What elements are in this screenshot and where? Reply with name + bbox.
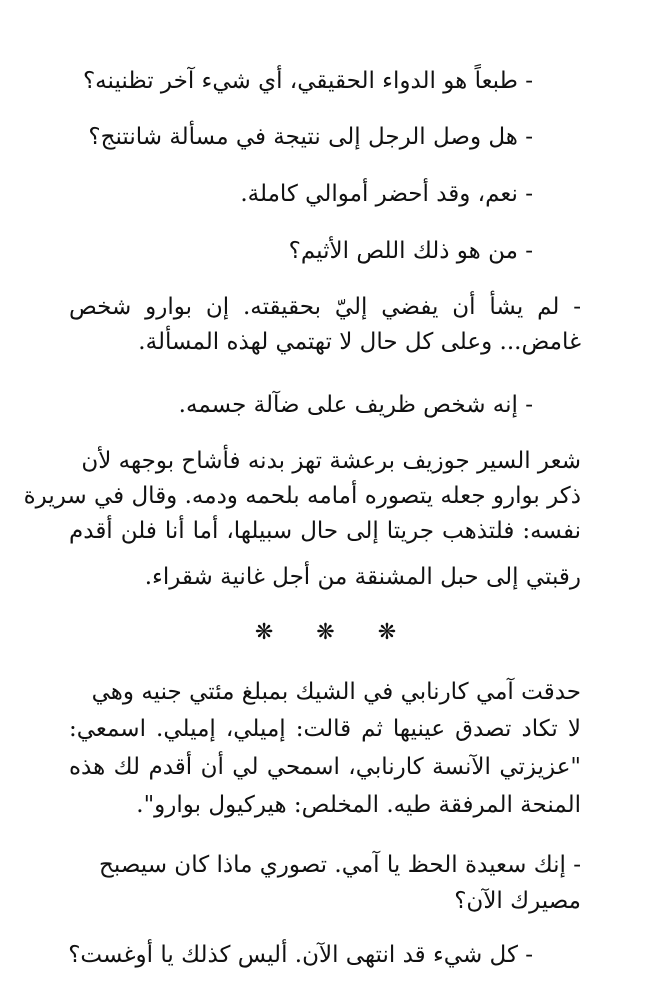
dialogue-line-1: - طبعاً هو الدواء الحقيقي، أي شيء آخر تظنينه؟ xyxy=(82,68,533,94)
last-dialogue-line: - كل شيء قد انتهى الآن. أليس كذلك يا أوغست؟ xyxy=(68,942,533,968)
dialogue-line-4: - من هو ذلك اللص الأثيم؟ xyxy=(288,238,533,264)
amy-paragraph-line-3: "عزيزتي الآنسة كارنابي، اسمحي لي أن أقدم لك هذه xyxy=(69,754,581,780)
joseph-paragraph-line-2: ذكر بوارو جعله يتصوره أمامه بلحمه ودمه. وقال في سريرة xyxy=(23,483,581,509)
amy-paragraph-line-1: حدقت آمي كارنابي في الشيك بمبلغ مئتي جنيه وهي xyxy=(91,679,581,705)
joseph-paragraph-line-4: رقبتي إلى حبل المشنقة من أجل غانية شقراء. xyxy=(144,564,581,590)
poirot-paragraph-line-2: غامض... وعلى كل حال لا تهتمي لهذه المسألة. xyxy=(138,329,581,355)
dialogue-line-3: - نعم، وقد أحضر أموالي كاملة. xyxy=(240,181,533,207)
lucky-paragraph-line-2: مصيرك الآن؟ xyxy=(454,888,581,914)
joseph-paragraph-line-1: شعر السير جوزيف برعشة تهز بدنه فأشاح بوجهه لأن xyxy=(81,448,581,474)
amy-paragraph-line-4: المنحة المرفقة طيه. المخلص: هيركيول بوارو". xyxy=(136,792,581,818)
joseph-paragraph-line-3: نفسه: فلتذهب جريتا إلى حال سبيلها، أما أنا فلن أقدم xyxy=(69,518,581,544)
funny-man-line: - إنه شخص ظريف على ضآلة جسمه. xyxy=(178,392,533,418)
dialogue-line-2: - هل وصل الرجل إلى نتيجة في مسألة شانتنج؟ xyxy=(88,124,533,150)
poirot-paragraph-line-1: - لم يشأ أن يفضي إليّ بحقيقته. إن بوارو شخص xyxy=(69,294,581,320)
section-separator: ❋ ❋ ❋ xyxy=(254,620,415,645)
amy-paragraph-line-2: لا تكاد تصدق عينيها ثم قالت: إميلي، إميلي. اسمعي: xyxy=(69,716,581,742)
lucky-paragraph-line-1: - إنك سعيدة الحظ يا آمي. تصوري ماذا كان سيصبح xyxy=(99,852,581,878)
